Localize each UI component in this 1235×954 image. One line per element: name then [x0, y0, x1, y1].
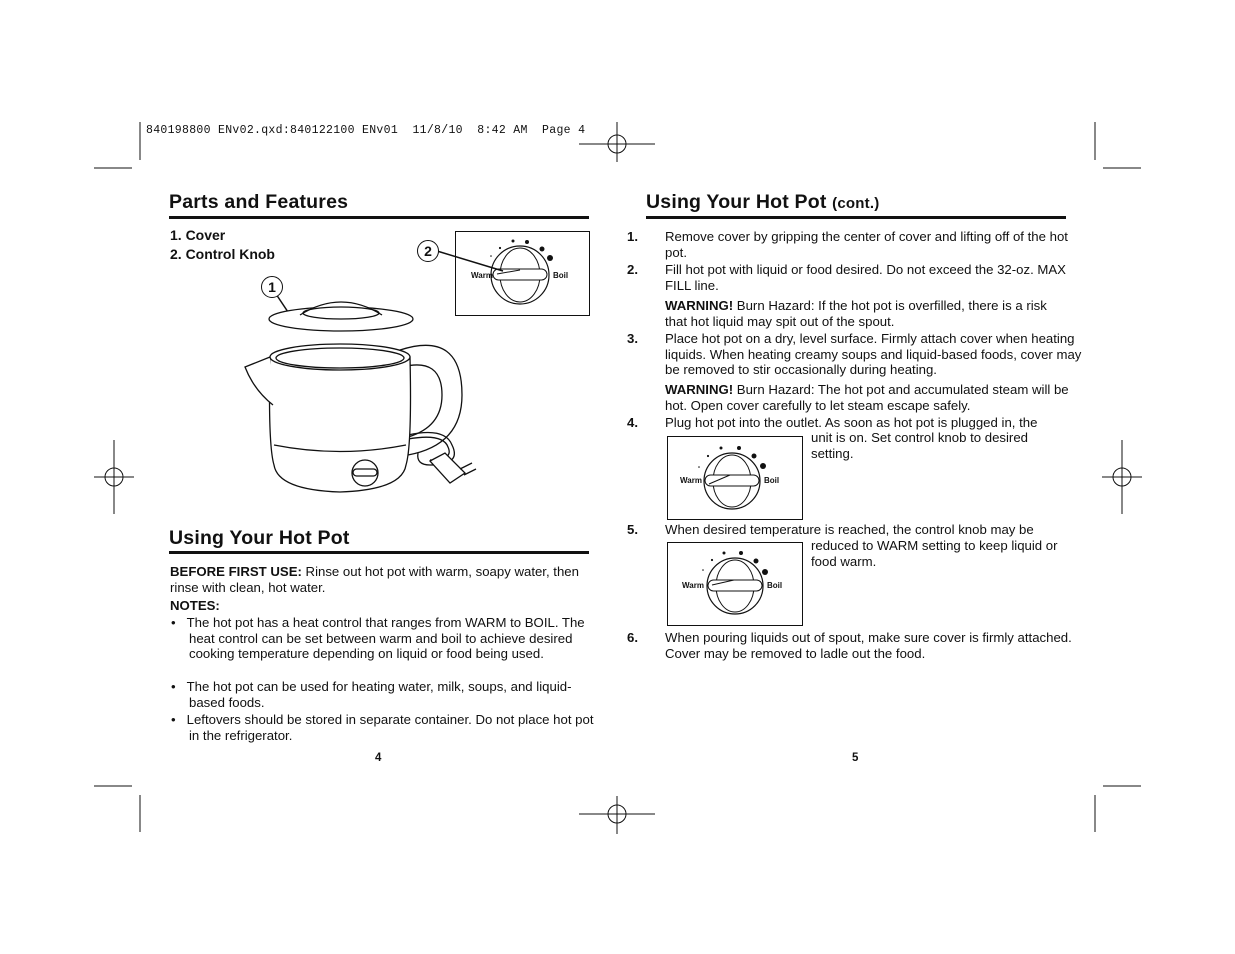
callout-1-label: 1: [268, 279, 276, 295]
page-number-left: 4: [375, 752, 382, 764]
hot-pot-illustration: [240, 295, 490, 500]
parts-features-heading: Parts and Features: [169, 191, 349, 213]
parts-list-item-knob: 2. Control Knob: [170, 246, 275, 262]
step-number: 3.: [627, 331, 638, 346]
knob-boil-label: Boil: [764, 476, 780, 485]
step-5: [627, 522, 1087, 538]
notes-label: NOTES:: [170, 598, 220, 613]
heading-rule: [169, 216, 589, 219]
step-5-continued: reduced to WARM setting to keep liquid or food warm.: [811, 538, 1058, 569]
step-4-continued: unit is on. Set control knob to desired setting.: [811, 430, 1028, 461]
step-text: Fill hot pot with liquid or food desired. Do not exceed the 32-oz. MAX FILL line.: [665, 262, 1066, 293]
knob-boil-label: Boil: [767, 581, 783, 590]
heading-rule: [646, 216, 1066, 219]
using-hot-pot-cont-heading: [646, 191, 879, 214]
knob-warm-label: Warm: [471, 271, 493, 280]
heading-suffix: (cont.): [832, 195, 880, 212]
before-first-use-text: Rinse out hot pot with warm, soapy water, then rinse with clean, hot water.: [170, 564, 579, 595]
step-number: 4.: [627, 415, 638, 430]
warning-label: WARNING!: [665, 382, 734, 397]
note-item: • The hot pot can be used for heating water, milk, soups, and liquid-based foods.: [171, 679, 572, 710]
step-text: When pouring liquids out of spout, make sure cover is firmly attached. Cover may be removed to ladle out the food.: [665, 630, 1072, 661]
step-text: Remove cover by gripping the center of cover and lifting off of the hot pot.: [665, 229, 1068, 260]
step-1: [627, 229, 1087, 260]
heading-rule: [169, 551, 589, 554]
step-6: [627, 630, 1087, 661]
step-number: 1.: [627, 229, 638, 244]
callout-2: [417, 240, 439, 262]
control-knob-figure-step4: [667, 436, 803, 520]
before-first-use: [170, 564, 582, 595]
note-text: Leftovers should be stored in separate container. Do not place hot pot in the refrigerator.: [186, 712, 594, 743]
step-text: Plug hot pot into the outlet. As soon as hot pot is plugged in, the: [665, 415, 1038, 430]
warning-label: WARNING!: [665, 298, 734, 313]
step-number: 2.: [627, 262, 638, 277]
step-number: 6.: [627, 630, 638, 645]
step-number: 5.: [627, 522, 638, 537]
parts-list-item-cover: 1. Cover: [170, 227, 226, 243]
print-slug: 840198800 ENv02.qxd:840122100 ENv01 11/8/10 8:42 AM Page 4: [146, 124, 586, 137]
page-number-right: 5: [852, 752, 859, 764]
knob-warm-label: Warm: [682, 581, 704, 590]
note-item: • The hot pot has a heat control that ranges from WARM to BOIL. The heat control can be set between warm and boil to achieve desired cooking temperature depending on liquid or food being used.: [171, 615, 585, 662]
warning-2: [665, 382, 1070, 413]
warning-text: Burn Hazard: If the hot pot is overfilled, there is a risk that hot liquid may spit out of the spout.: [665, 298, 1047, 329]
step-4: [627, 415, 1087, 431]
note-text: The hot pot can be used for heating water, milk, soups, and liquid-based foods.: [186, 679, 572, 710]
callout-2-label: 2: [424, 243, 432, 259]
step-2: [627, 262, 1087, 293]
warning-text: Burn Hazard: The hot pot and accumulated steam will be hot. Open cover carefully to let steam escape safely.: [665, 382, 1069, 413]
note-text: The hot pot has a heat control that ranges from WARM to BOIL. The heat control can be set between warm and boil to achieve desired cooking temperature depending on liquid or food being used.: [186, 615, 585, 662]
step-3: [627, 331, 1087, 378]
warning-1: [665, 298, 1070, 329]
note-item: • Leftovers should be stored in separate container. Do not place hot pot in the refrigerator.: [171, 712, 594, 743]
knob-boil-label: Boil: [553, 271, 569, 280]
before-first-use-label: BEFORE FIRST USE:: [170, 564, 302, 579]
step-text: When desired temperature is reached, the control knob may be: [665, 522, 1034, 537]
step-text: Place hot pot on a dry, level surface. Firmly attach cover when heating liquids. When heating creamy soups and liquid-based foods, cover may be removed to stir occasionally during heating.: [665, 331, 1082, 378]
knob-warm-label: Warm: [680, 476, 702, 485]
control-knob-figure-step5: [667, 542, 803, 626]
using-hot-pot-heading: Using Your Hot Pot: [169, 527, 350, 549]
heading-main: Using Your Hot Pot: [646, 191, 827, 213]
